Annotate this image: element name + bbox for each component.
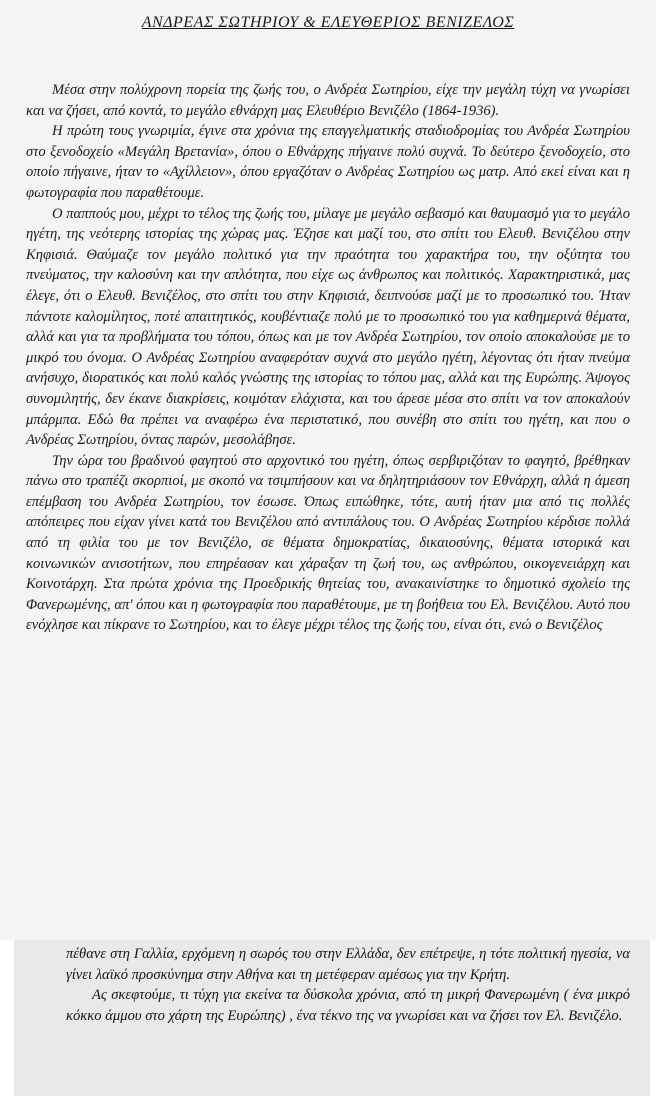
paragraph-intro: Μέσα στην πολύχρονη πορεία της ζωής του, ο Ανδρέα Σωτηρίου, είχε την μεγάλη τύχη να γνωρίσει και να ζήσει, από κοντά, το μεγάλο εθνάρχη μας Ελευθέριο Βενιζέλο (1864-1936). [26, 82, 630, 119]
continuation-clipping [14, 940, 650, 1096]
paragraph-first-meeting: Η πρώτη τους γνωριμία, έγινε στα χρόνια της επαγγελματικής σταδιοδρομίας του Ανδρέα Σωτηρίου στο ξενοδοχείο «Μεγάλη Βρετανία», όπου ο Εθνάρχης πήγαινε πολύ συχνά. Το δεύτερο ξενοδοχείο, στο οποίο πήγαινε, ήταν το «Αχίλλειον», όπου εργαζόταν ο Ανδρέας Σωτηρίου ως ματρ. Από εκεί είναι και η φωτογραφία που παραθέτουμε. [26, 123, 630, 201]
paragraph-scorpions: Την ώρα του βραδινού φαγητού στο αρχοντικό του ηγέτη, όπως σερβιριζόταν το φαγητό, βρέθηκαν πάνω στο τραπέζι σκορπιοί, με σκοπό να τσιμπήσουν και να δηλητηριάσουν τον Εθνάρχη, αλλά η άμεση επέμβαση του Ανδρέα Σωτηρίου, τον έσωσε. Όπως ειπώθηκε, τότε, αυτή ήταν μια από τις πολλές απόπειρες που είχαν γίνει κατά του Βενιζέλου από αντιπάλους του. Ο Ανδρέας Σωτηρίου κέρδισε πολλά από τη φιλία του με τον Βενιζέλο, σε θέματα δημοκρατίας, δικαιοσύνης, θέματα ιστορικά και κοινωνικών ανισοτήτων, που επηρέασαν και χάραξαν τη ζωή του, ως ανθρώπου, οικογενειάρχη και Κοινοτάρχη. Στα πρώτα χρόνια της Προεδρικής θητείας του, ανακαινίστηκε το δημοτικό σχολείο της Φανερωμένης, απ' όπου και η φωτογραφία που παραθέτουμε, με τη βοήθεια του Ελ. Βενιζέλου. Αυτό που ενόχλησε και πίκρανε το Σωτηρίου, και το έλεγε μέχρι τέλος της ζωής του, είναι ότι, ενώ ο Βενιζέλος [26, 452, 630, 634]
document-title: ΑΝΔΡΕΑΣ ΣΩΤΗΡΙΟΥ & ΕΛΕΥΘΕΡΙΟΣ ΒΕΝΙΖΕΛΟΣ [141, 14, 515, 31]
paragraph-grandfather: Ο παππούς μου, μέχρι το τέλος της ζωής του, μίλαγε με μεγάλο σεβασμό και θαυμασμό για το μεγάλο ηγέτη, της νεότερης ιστορίας της χώρας μας. Έζησε και μαζί του, στο σπίτι του Ελευθ. Βενιζέλου στην Κηφισιά. Θαύμαζε τον μεγάλο πολιτικό για την πραότητα του χαρακτήρα του, την οξύτητα του πνεύματος, την καλοσύνη και την απλότητα, που είχε ως άνθρωπος και πολιτικός. Χαρακτηριστικά, μας έλεγε, ότι ο Ελευθ. Βενιζέλος, στο σπίτι του στην Κηφισιά, δειπνούσε μαζί με το προσωπικό του. Ήταν πάντοτε καλομίλητος, ποτέ απαιτητικός, κουβέντιαζε πολύ με το προσωπικό του για καθημερινά θέματα, αλλά και για τα προβλήματα του τόπου, όπως και με τον Ανδρέα Σωτηρίου, τον οποίο αποκαλούσε με το μικρό του όνομα. Ο Ανδρέας Σωτηρίου αναφερόταν συχνά στο μεγάλο ηγέτη, λέγοντας ότι ήταν πνεύμα ανήσυχο, διορατικός και πολύ καλός γνώστης της ιστορίας το τόπου μας, αλλά και της Ευρώπης. Άψογος συνομιλητής, δεν έκανε διακρίσεις, κοιμόταν ελάχιστα, και του άρεσε μέσα στο σπίτι να τον αποκαλούν μπάρμπα. Εδώ θα πρέπει να αναφέρω ένα περιστατικό, που συνέβη στο σπίτι του ηγέτη, και που ο Ανδρέας Σωτηρίου, όντας παρών, μεσολάβησε. [26, 205, 630, 449]
paragraph-closing: Ας σκεφτούμε, τι τύχη για εκείνα τα δύσκολα χρόνια, από τη μικρή Φανερωμένη ( ένα μικρό κόκκο άμμου στο χάρτη της Ευρώπης) , ένα τέκνο της να γνωρίσει και να ζήσει τον Ελ. Βενιζέλο. [66, 987, 630, 1024]
continuation-strip [0, 940, 656, 1100]
paragraph-continuation: πέθανε στη Γαλλία, ερχόμενη η σωρός του στην Ελλάδα, δεν επέτρεψε, η τότε πολιτική ηγεσία, να γίνει λαϊκό προσκύνημα στην Αθήνα και τη μετέφεραν αμέσως για την Κρήτη. [66, 946, 630, 983]
